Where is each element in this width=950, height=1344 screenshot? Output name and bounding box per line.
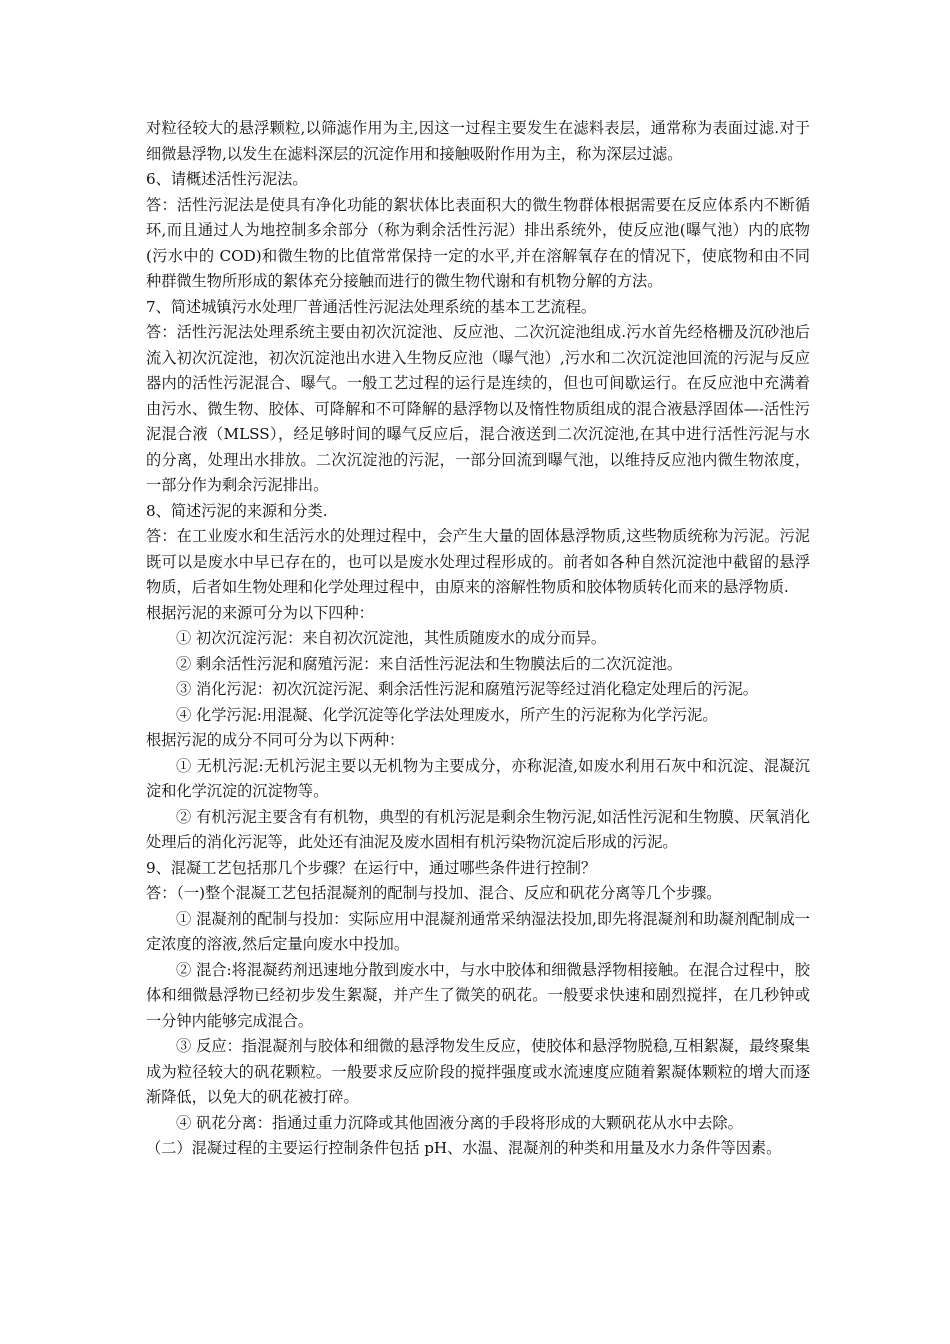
question-8: 8、简述污泥的来源和分类. (146, 501, 328, 520)
answer-6: 答：活性污泥法是使具有净化功能的絮状体比表面积大的微生物群体根据需要在反应体系内不断循环,而且通过人为地控制多余部分（称为剩余活性污泥）排出系统外，使反应池(曝气池）内的底物(污水中的 COD)和微生物的比值常常保持一定的水平,并在溶解氧存在的情况下，使底物和由不同种群微生物所形成的絮体充分接触而进行的微生物代谢和有机物分解的方法。 (146, 195, 810, 290)
sludge-source-item: ② 剩余活性污泥和腐殖污泥：来自活性污泥法和生物膜法后的二次沉淀池。 (176, 654, 683, 673)
sludge-source-item: ① 初次沉淀污泥：来自初次沉淀池，其性质随废水的成分而异。 (176, 629, 607, 647)
answer-8: 答：在工业废水和生活污水的处理过程中，会产生大量的固体悬浮物质,这些物质统称为污泥。污泥既可以是废水中早已存在的，也可以是废水处理过程形成的。前者如各种自然沉淀池中截留的悬浮物质，后者如生物处理和化学处理过程中，由原来的溶解性物质和胶体物质转化而来的悬浮物质. (146, 527, 810, 596)
sludge-composition-item: ② 有机污泥主要含有有机物，典型的有机污泥是剩余生物污泥,如活性污泥和生物膜、厌氧消化处理后的消化污泥等，此处还有油泥及废水固相有机污染物沉淀后形成的污泥。 (146, 807, 810, 851)
question-9: 9、混凝工艺包括那几个步骤？在运行中，通过哪些条件进行控制？ (146, 858, 597, 877)
answer-9-intro: 答：（一)整个混凝工艺包括混凝剂的配制与投加、混合、反应和矾花分离等几个步骤。 (146, 884, 722, 902)
sludge-source-item: ③ 消化污泥：初次沉淀污泥、剩余活性污泥和腐殖污泥等经过消化稳定处理后的污泥。 (176, 680, 758, 698)
answer-7: 答：活性污泥法处理系统主要由初次沉淀池、反应池、二次沉淀池组成.污水首先经格栅及沉砂池后流入初次沉淀池，初次沉淀池出水进入生物反应池（曝气池）,污水和二次沉淀池回流的污泥与反应器内的活性污泥混合、曝气。一般工艺过程的运行是连续的，但也可间歇运行。在反应池中充满着由污水、微生物、胶体、可降解和不可降解的悬浮物以及惰性物质组成的混合液悬浮固体—-活性污泥混合液（MLSS），经足够时间的曝气反应后，混合液送到二次沉淀池,在其中进行活性污泥与水的分离，处理出水排放。二次沉淀池的污泥，一部分回流到曝气池，以维持反应池内微生物浓度，一部分作为剩余污泥排出。 (146, 323, 810, 494)
paragraph-filtration-continuation: 对粒径较大的悬浮颗粒,以筛滤作用为主,因这一过程主要发生在滤料表层，通常称为表面过滤.对于细微悬浮物,以发生在滤料深层的沉淀作用和接触吸附作用为主，称为深层过滤。 (146, 119, 810, 163)
question-7: 7、简述城镇污水处理厂普通活性污泥法处理系统的基本工艺流程。 (146, 297, 597, 316)
question-6: 6、请概述活性污泥法。 (146, 170, 308, 188)
sludge-source-intro: 根据污泥的来源可分为以下四种： (146, 603, 374, 622)
coagulation-step: ③ 反应：指混凝剂与胶体和细微的悬浮物发生反应，使胶体和悬浮物脱稳,互相絮凝，最终聚集成为粒径较大的矾花颗粒。一般要求反应阶段的搅拌强度或水流速度应随着絮凝体颗粒的增大而逐渐降低，以免大的矾花被打碎。 (146, 1037, 810, 1106)
sludge-source-item: ④ 化学污泥:用混凝、化学沉淀等化学法处理废水，所产生的污泥称为化学污泥。 (176, 705, 718, 724)
document-page (146, 116, 810, 1162)
sludge-composition-item: ① 无机污泥:无机污泥主要以无机物为主要成分，亦称泥渣,如废水利用石灰中和沉淀、混凝沉淀和化学沉淀的沉淀物等。 (146, 756, 810, 800)
coagulation-step: ② 混合:将混凝药剂迅速地分散到废水中，与水中胶体和细微悬浮物相接触。在混合过程中，胶体和细微悬浮物已经初步发生絮凝，并产生了微笑的矾花。一般要求快速和剧烈搅拌，在几秒钟或一分钟内能够完成混合。 (146, 960, 810, 1030)
coagulation-control-conditions: （二）混凝过程的主要运行控制条件包括 pH、水温、混凝剂的种类和用量及水力条件等因素。 (146, 1139, 782, 1157)
coagulation-step: ① 混凝剂的配制与投加：实际应用中混凝剂通常采纳湿法投加,即先将混凝剂和助凝剂配制成一定浓度的溶液,然后定量向废水中投加。 (146, 909, 810, 953)
sludge-composition-intro: 根据污泥的成分不同可分为以下两种： (146, 731, 405, 749)
coagulation-step: ④ 矾花分离：指通过重力沉降或其他固液分离的手段将形成的大颗矾花从水中去除。 (176, 1113, 743, 1132)
